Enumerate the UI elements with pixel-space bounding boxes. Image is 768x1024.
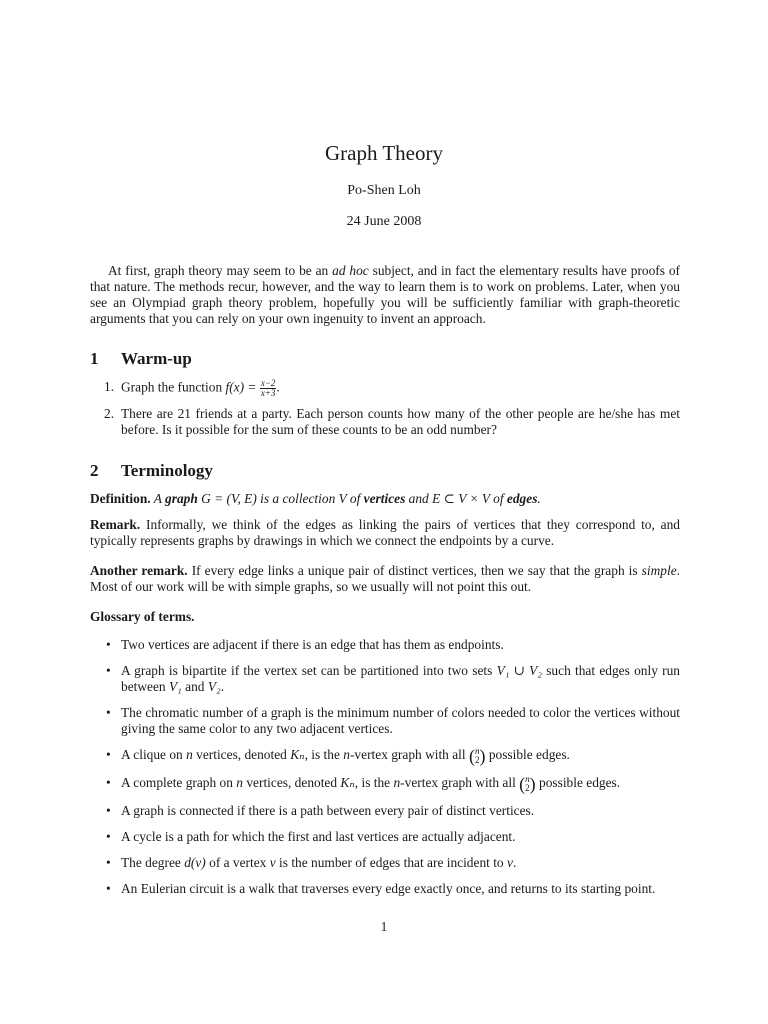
glossary-item: • The degree d(v) of a vertex v is the number of edges that are incident to v. (106, 855, 517, 870)
section-heading-terminology: 2 Terminology (90, 461, 213, 480)
glossary-item: • A cycle is a path for which the first and last vertices are actually adjacent. (106, 829, 516, 844)
glossary-list (90, 637, 680, 907)
page-number: 1 (380, 919, 388, 934)
binomial: n 2 (525, 774, 530, 793)
paper-date: 24 June 2008 (346, 214, 422, 229)
glossary-heading: Glossary of terms. (90, 609, 195, 624)
another-remark-paragraph: Another remark. If every edge links a unique pair of distinct vertices, then we say that the graph is simple. Most of our work will be with simple graphs, so we usually will not point this out. (90, 563, 680, 594)
glossary-item: • Two vertices are adjacent if there is an edge that has them as endpoints. (106, 637, 504, 652)
glossary-item: • A graph is bipartite if the vertex set can be partitioned into two sets V₁ ∪ V₂ such that edges only run between V₁ and V₂. (106, 663, 680, 694)
remark-paragraph: Remark. Informally, we think of the edges as linking the pairs of vertices that they correspond to, and typically represents graphs by drawings in which we connect the endpoints by a curve. (90, 517, 680, 548)
definition-paragraph: Definition. A graph G = (V, E) is a collection V of vertices and E ⊂ V × V of edges. (90, 491, 541, 506)
glossary-item: • A complete graph on n vertices, denoted Kₙ, is the n-vertex graph with all (n 2) possible edges. (106, 774, 621, 794)
fraction: $\frac{x-2}{x+3}$ (260, 378, 276, 398)
glossary-item: • A graph is connected if there is a path between every pair of distinct vertices. (106, 803, 535, 818)
glossary-item: • An Eulerian circuit is a walk that traverses every edge exactly once, and returns to its starting point. (106, 881, 656, 896)
paper-author: Po-Shen Loh (347, 183, 421, 198)
glossary-item: • A clique on n vertices, denoted Kₙ, is the n-vertex graph with all (n 2) possible edges. (106, 746, 570, 766)
warm-up-problem-list (90, 379, 680, 446)
problem-item: 1. Graph the function f(x) = $\frac{x-2}{x+3}$ . (104, 378, 280, 398)
problem-item: 2. There are 21 friends at a party. Each person counts how many of the other people are he/she has met before. Is it possible for the sum of these counts to be an odd number? (104, 406, 680, 437)
glossary-item: • The chromatic number of a graph is the minimum number of colors needed to color the vertices without giving the same color to any two adjacent vertices. (106, 705, 681, 736)
section-heading-warm-up: 1 Warm-up (90, 349, 192, 368)
abstract: At first, graph theory may seem to be an ad hoc subject, and in fact the elementary results have proofs of that nature. The methods recur, however, and the way to learn them is to work on problems. Later, when you see an Olympiad graph theory problem, hopefully you will be sufficiently familiar with graph-theoretic arguments that you can rely on your own ingenuity to invent an approach. (90, 263, 680, 326)
paper-title: Graph Theory (325, 141, 443, 165)
binomial: n 2 (474, 746, 480, 765)
